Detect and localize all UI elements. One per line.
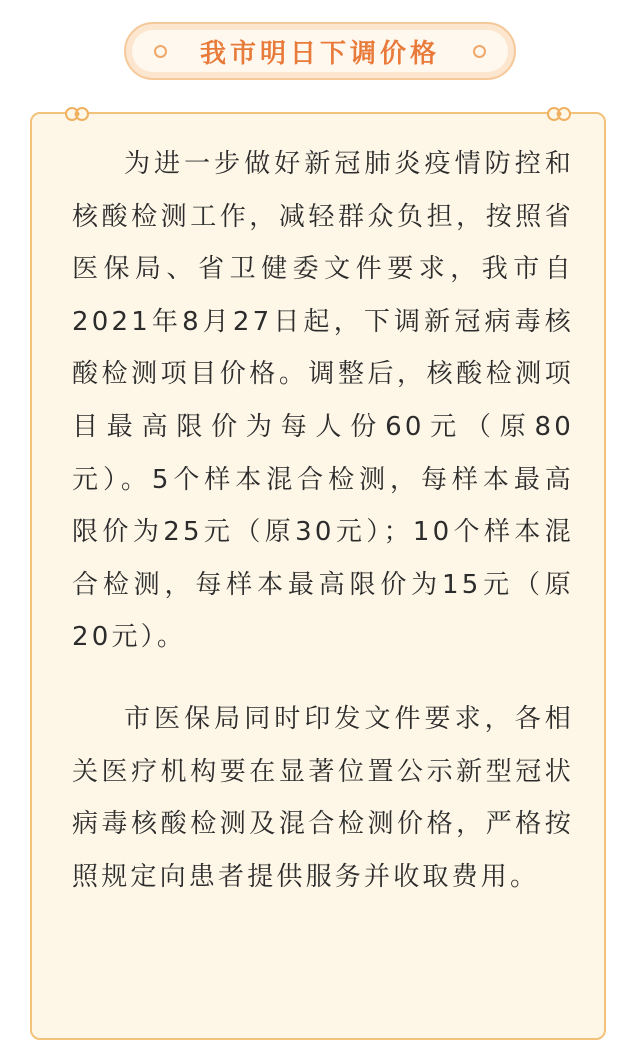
paragraph-publicity-requirement: 市医保局同时印发文件要求，各相关医疗机构要在显著位置公示新型冠状病毒核酸检测及混合检测价格，严格按照规定向患者提供服务并收取费用。	[72, 703, 574, 892]
title-banner-inner	[132, 30, 508, 72]
article-body	[72, 138, 574, 903]
right-dot-ornament-icon	[473, 45, 486, 58]
article-card	[30, 112, 606, 1040]
page-title: 我市明日下调价格	[199, 38, 440, 69]
left-dot-ornament-icon	[154, 45, 167, 58]
paragraph-price-adjustment: 为进一步做好新冠肺炎疫情防控和核酸检测工作，减轻群众负担，按照省医保局、省卫健委文件要求，我市自2021年8月27日起，下调新冠病毒核酸检测项目价格。调整后，核酸检测项目最高限价为每人份60元（原80元）。5个样本混合检测，每样本最高限价为25元（原30元）；10个样本混合检测，每样本最高限价为15元（原20元）。	[72, 149, 574, 653]
right-corner-ornament-icon	[536, 104, 576, 124]
title-banner	[124, 22, 516, 80]
left-corner-ornament-icon	[60, 104, 100, 124]
